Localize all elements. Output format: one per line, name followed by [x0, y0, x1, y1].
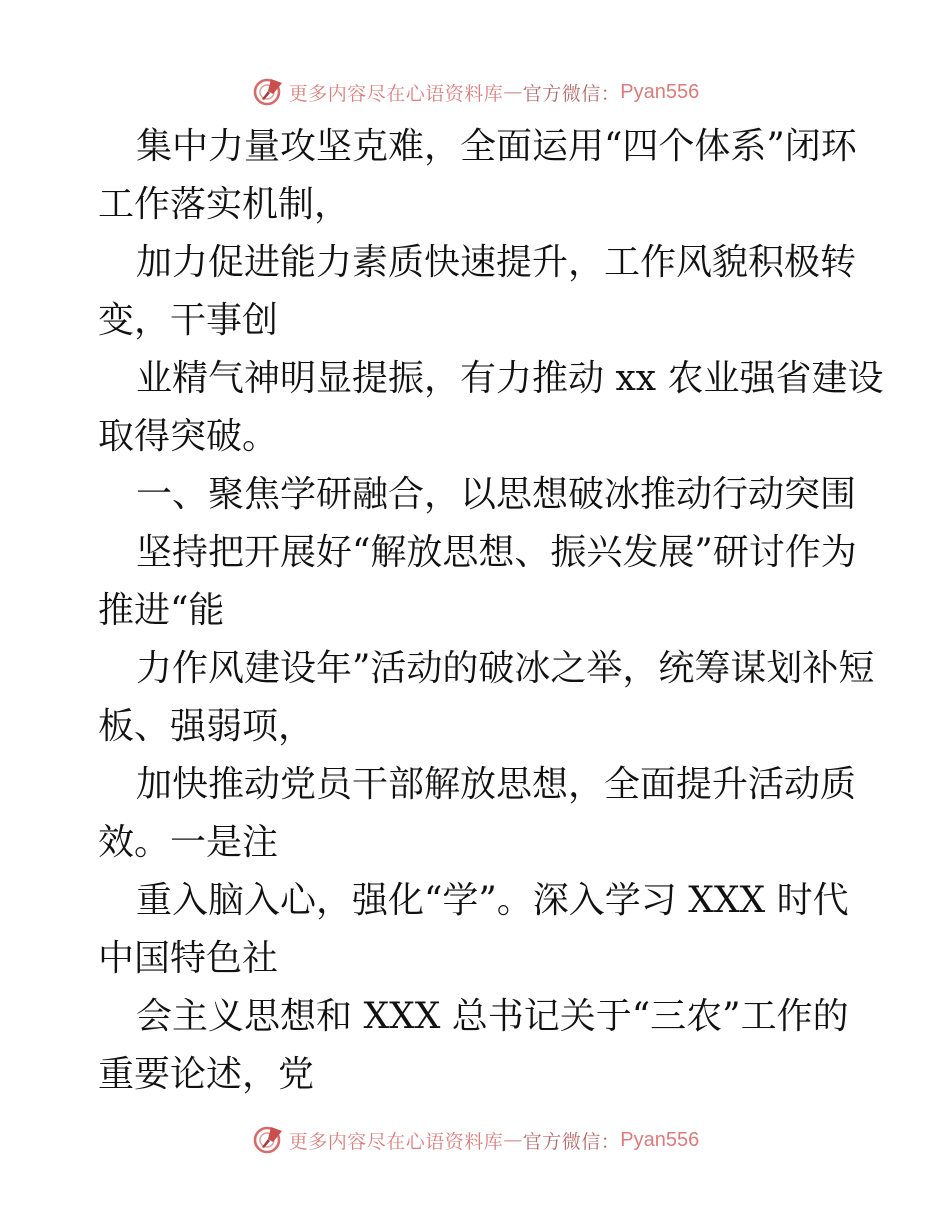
header-watermark-banner	[0, 72, 950, 112]
pen-nib-circle-icon	[251, 75, 285, 109]
wechat-label: 官方微信：	[522, 1130, 621, 1153]
paragraph-line: 取得突破。	[98, 416, 279, 457]
paragraph-line: 力作风建设年”活动的破冰之举，统筹谋划补短	[136, 648, 875, 689]
promo-text: 更多内容尽在心语资料库	[288, 1130, 504, 1153]
paragraph-line: 加快推动党员干部解放思想，全面提升活动质	[136, 764, 857, 805]
document-body	[98, 118, 884, 1104]
footer-watermark-banner	[0, 1120, 950, 1160]
paragraph-line: 重入脑入心，强化“学”。深入学习 XXX 时代	[136, 880, 849, 921]
paragraph-line: 加力促进能力素质快速提升，工作风貌积极转	[136, 242, 857, 283]
promo-text: 更多内容尽在心语资料库	[288, 82, 504, 105]
paragraph-line: 业精气神明显提振，有力推动 xx 农业强省建设	[136, 358, 884, 399]
wechat-label: 官方微信：	[522, 82, 621, 105]
wechat-handle: Pyan556	[620, 1128, 700, 1151]
paragraph-line: 中国特色社	[98, 938, 279, 979]
paragraph-line: 变，干事创	[98, 300, 279, 341]
paragraph-line: 重要论述，党	[98, 1054, 315, 1095]
pen-nib-circle-icon	[251, 1123, 285, 1157]
banner-separator: —	[503, 1129, 523, 1151]
section-heading: 一、聚焦学研融合，以思想破冰推动行动突围	[136, 474, 857, 515]
paragraph-line: 效。一是注	[98, 822, 279, 863]
paragraph-line: 板、强弱项，	[98, 706, 315, 747]
paragraph-line: 推进“能	[98, 590, 225, 631]
wechat-handle: Pyan556	[620, 80, 700, 103]
paragraph-line: 工作落实机制，	[98, 184, 351, 225]
paragraph-line: 会主义思想和 XXX 总书记关于“三农”工作的	[136, 996, 849, 1037]
banner-separator: —	[503, 81, 523, 103]
paragraph-line: 集中力量攻坚克难，全面运用“四个体系”闭环	[136, 126, 857, 167]
paragraph-line: 坚持把开展好“解放思想、振兴发展”研讨作为	[136, 532, 857, 573]
